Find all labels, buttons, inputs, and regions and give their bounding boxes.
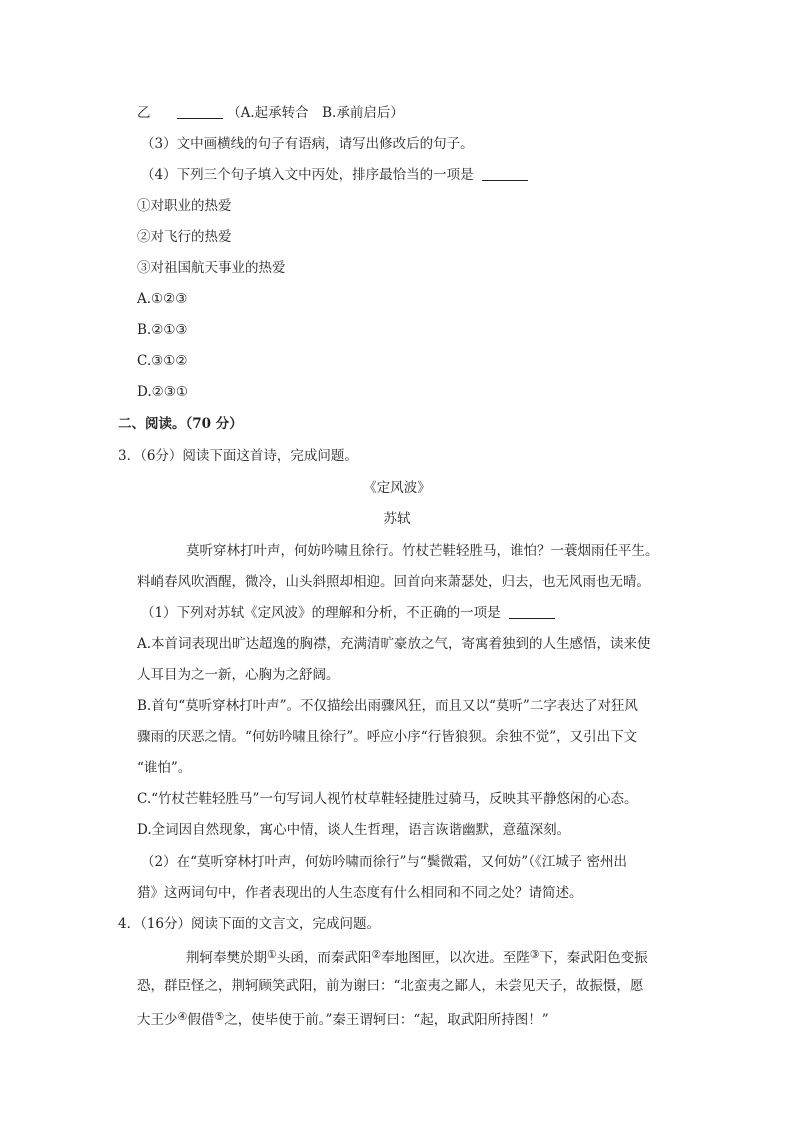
- answer-blank[interactable]: [482, 166, 528, 181]
- choice-d: D.全词因自然现象，寓心中情，谈人生哲理，语言诙谐幽默，意蕴深刻。: [137, 822, 571, 838]
- passage-text: 大王少: [137, 1012, 178, 1028]
- sub-question-2-line-2: 猎》这两词句中，作者表现出的人生态度有什么相同和不同之处？请简述。: [137, 885, 583, 901]
- passage-text: 头函，而秦武阳: [276, 950, 372, 966]
- item-1: ①对职业的热爱: [137, 198, 232, 214]
- option-b: B.②①③: [137, 322, 188, 338]
- footnote-marker: ⑤: [214, 1010, 225, 1023]
- question3-header: 3．（6分）阅读下面这首诗，完成问题。: [118, 448, 358, 464]
- choice-b-line-1: B.首句“莫听穿林打叶声”。不仅描绘出雨骤风狂，而且又以“莫听”二字表达了对狂风: [137, 698, 638, 714]
- q4-text: （4）下列三个句子填入文中丙处，排序最恰当的一项是: [141, 167, 474, 183]
- choice-b-line-3: “谁怕”。: [137, 760, 192, 776]
- choice-a-line-1: A.本首词表现出旷达超逸的胸襟，充满清旷豪放之气，寄寓着独到的人生感悟，读来使: [137, 636, 651, 652]
- choice-c: C.“竹杖芒鞋轻胜马”一句写词人视竹杖草鞋轻捷胜过骑马，反映其平静悠闲的心态。: [137, 791, 638, 807]
- footnote-marker: ②: [371, 948, 382, 961]
- question4-header: 4．（16分）阅读下面的文言文，完成问题。: [118, 916, 381, 932]
- passage-text: 奉地图匣，以次进。至陛: [381, 950, 530, 966]
- poem-title: 《定风波》: [363, 480, 431, 496]
- sub-question-1: [141, 603, 555, 623]
- poem-author: 苏轼: [383, 511, 411, 527]
- item-2: ②对飞行的热爱: [137, 229, 232, 245]
- passage-line-3: [137, 1007, 549, 1030]
- passage-line-2: 恐，群臣怪之，荆轲顾笑武阳，前为谢曰：“北蛮夷之鄙人，未尝见天子，故振慑，愿: [137, 978, 644, 994]
- passage-line-1: [186, 945, 648, 968]
- poem-line-1: 莫听穿林打叶声，何妨吟啸且徐行。竹杖芒鞋轻胜马，谁怕？一蓑烟雨任平生。: [186, 543, 659, 559]
- footnote-marker: ①: [267, 948, 277, 961]
- option-a: A.①②③: [137, 291, 188, 307]
- yi-label: 乙: [137, 105, 151, 121]
- footnote-marker: ③: [529, 948, 540, 961]
- item-3: ③对祖国航天事业的热爱: [137, 260, 286, 276]
- yi-options: （A.起承转合 B.承前启后）: [227, 105, 404, 121]
- choice-a-line-2: 人耳目为之一新，心胸为之舒阔。: [137, 667, 340, 683]
- poem-line-2: 料峭春风吹酒醒，微冷，山头斜照却相迎。回首向来萧瑟处，归去，也无风雨也无晴。: [137, 574, 650, 590]
- answer-blank[interactable]: [509, 604, 555, 619]
- passage-text: 下，秦武阳色变振: [539, 950, 648, 966]
- passage-text: 之，使毕使于前。”秦王谓轲曰：“起，取武阳所持图！”: [224, 1012, 549, 1028]
- option-d: D.②③①: [137, 384, 188, 400]
- footnote-marker: ④: [177, 1010, 188, 1023]
- passage-text: 荆轲奉樊於期: [186, 950, 267, 966]
- sub-question-1-text: （1）下列对苏轼《定风波》的理解和分析，不正确的一项是: [141, 605, 501, 621]
- sub-question-2-line-1: （2）在“莫听穿林打叶声，何妨吟啸而徐行”与“鬓微霜，又何妨”（《江城子 密州出: [141, 854, 627, 870]
- yi-line: [137, 103, 404, 123]
- q3-text: （3）文中画横线的句子有语病，请写出修改后的句子。: [141, 136, 474, 152]
- section-title: 二、阅读。（70 分）: [118, 416, 243, 432]
- option-c: C.③①②: [137, 353, 188, 369]
- q4-line: [141, 165, 528, 185]
- passage-text: 假借: [187, 1012, 215, 1028]
- answer-blank[interactable]: [177, 104, 223, 119]
- choice-b-line-2: 骤雨的厌恶之情。“何妨吟啸且徐行”。呼应小序“行皆狼狈。余独不觉”，又引出下文: [137, 729, 638, 745]
